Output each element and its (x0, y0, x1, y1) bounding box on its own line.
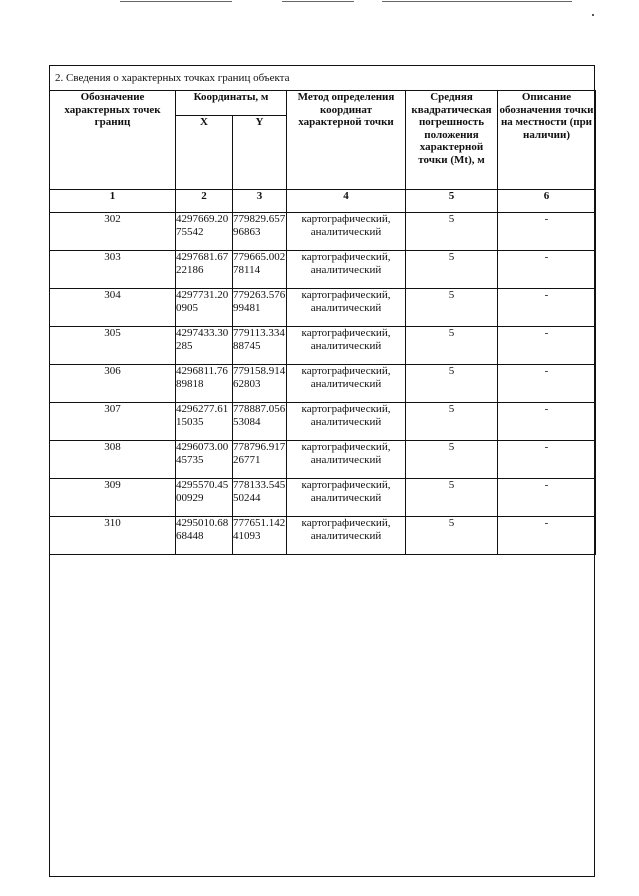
table-row (50, 251, 596, 289)
x-coordinate-cell: 4297433.30285 (176, 327, 233, 365)
point-number-cell: 303 (50, 251, 176, 289)
error-cell: 5 (406, 365, 498, 403)
y-coordinate-cell: 779158.91462803 (233, 365, 287, 403)
method-cell: картографический, аналитический (287, 289, 406, 327)
method-cell: картографический, аналитический (287, 365, 406, 403)
description-cell: - (498, 251, 596, 289)
description-cell: - (498, 479, 596, 517)
header-y: Y (233, 116, 287, 190)
header-error: Средняя квадратическая погрешность положения характерной точки (Mt), м (406, 91, 498, 190)
table-row (50, 327, 596, 365)
y-coordinate-cell: 779113.33488745 (233, 327, 287, 365)
top-edge-line (382, 1, 572, 2)
header-designation: Обозначение характерных точек границ (50, 91, 176, 190)
error-cell: 5 (406, 403, 498, 441)
point-number-cell: 304 (50, 289, 176, 327)
column-number: 3 (233, 190, 287, 213)
description-cell: - (498, 517, 596, 555)
header-method: Метод определения координат характерной точки (287, 91, 406, 190)
y-coordinate-cell: 779829.65796863 (233, 213, 287, 251)
table-row (50, 403, 596, 441)
y-coordinate-cell: 779263.57699481 (233, 289, 287, 327)
method-cell: картографический, аналитический (287, 403, 406, 441)
x-coordinate-cell: 4297681.6722186 (176, 251, 233, 289)
description-cell: - (498, 289, 596, 327)
boundary-points-table (49, 90, 596, 555)
method-cell: картографический, аналитический (287, 517, 406, 555)
error-cell: 5 (406, 213, 498, 251)
x-coordinate-cell: 4297669.2075542 (176, 213, 233, 251)
point-number-cell: 310 (50, 517, 176, 555)
header-x: X (176, 116, 233, 190)
column-number: 1 (50, 190, 176, 213)
column-number-row (50, 190, 596, 213)
point-number-cell: 306 (50, 365, 176, 403)
top-edge-line (120, 1, 232, 2)
error-cell: 5 (406, 289, 498, 327)
x-coordinate-cell: 4297731.200905 (176, 289, 233, 327)
point-number-cell: 309 (50, 479, 176, 517)
column-number: 2 (176, 190, 233, 213)
description-cell: - (498, 213, 596, 251)
error-cell: 5 (406, 327, 498, 365)
column-number: 4 (287, 190, 406, 213)
table-row (50, 517, 596, 555)
description-cell: - (498, 327, 596, 365)
header-coordinates: Координаты, м (176, 91, 287, 116)
x-coordinate-cell: 4295010.6868448 (176, 517, 233, 555)
column-number: 5 (406, 190, 498, 213)
description-cell: - (498, 403, 596, 441)
method-cell: картографический, аналитический (287, 327, 406, 365)
point-number-cell: 302 (50, 213, 176, 251)
header-description: Описание обозначения точки на местности (при наличии) (498, 91, 596, 190)
point-number-cell: 307 (50, 403, 176, 441)
table-row (50, 441, 596, 479)
x-coordinate-cell: 4296073.0045735 (176, 441, 233, 479)
table-row (50, 213, 596, 251)
y-coordinate-cell: 778796.91726771 (233, 441, 287, 479)
y-coordinate-cell: 778887.05653084 (233, 403, 287, 441)
error-cell: 5 (406, 479, 498, 517)
scan-speck (592, 14, 594, 16)
error-cell: 5 (406, 517, 498, 555)
method-cell: картографический, аналитический (287, 441, 406, 479)
method-cell: картографический, аналитический (287, 213, 406, 251)
x-coordinate-cell: 4296277.6115035 (176, 403, 233, 441)
table-row (50, 365, 596, 403)
section-title: 2. Сведения о характерных точках границ объекта (50, 66, 594, 91)
document-frame (49, 65, 595, 877)
x-coordinate-cell: 4295570.4500929 (176, 479, 233, 517)
description-cell: - (498, 441, 596, 479)
description-cell: - (498, 365, 596, 403)
point-number-cell: 305 (50, 327, 176, 365)
point-number-cell: 308 (50, 441, 176, 479)
y-coordinate-cell: 777651.14241093 (233, 517, 287, 555)
error-cell: 5 (406, 441, 498, 479)
method-cell: картографический, аналитический (287, 251, 406, 289)
x-coordinate-cell: 4296811.7689818 (176, 365, 233, 403)
top-edge-line (282, 1, 354, 2)
table-row (50, 479, 596, 517)
y-coordinate-cell: 778133.54550244 (233, 479, 287, 517)
column-number: 6 (498, 190, 596, 213)
y-coordinate-cell: 779665.00278114 (233, 251, 287, 289)
table-row (50, 289, 596, 327)
method-cell: картографический, аналитический (287, 479, 406, 517)
error-cell: 5 (406, 251, 498, 289)
